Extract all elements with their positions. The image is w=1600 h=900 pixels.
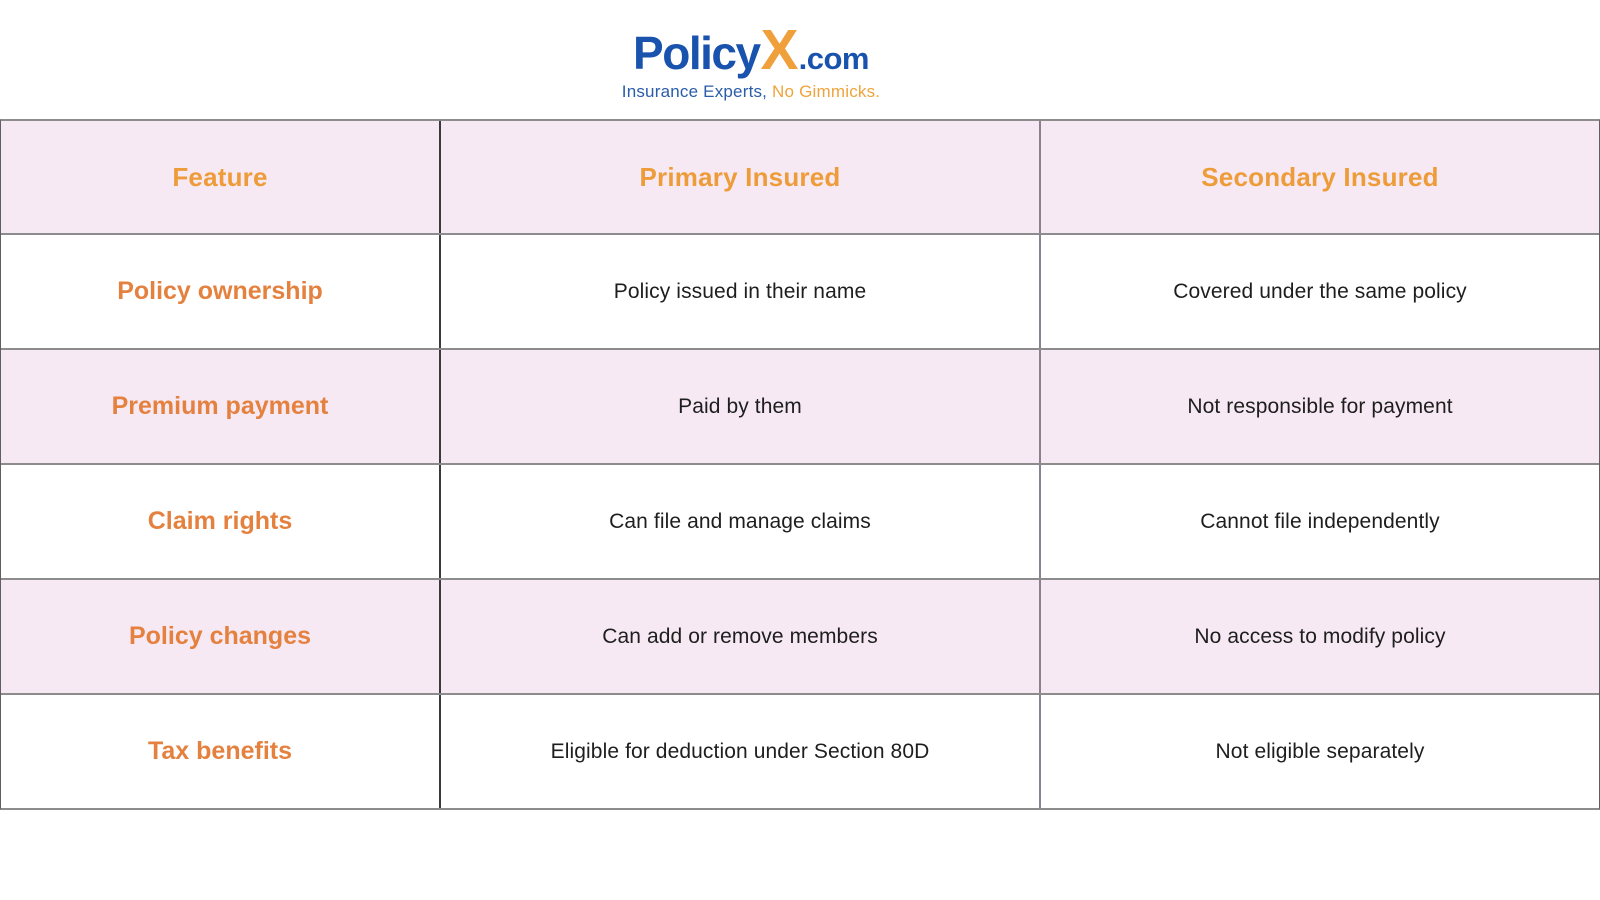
feature-cell: Claim rights: [147, 507, 293, 535]
logo-wordmark: [622, 18, 880, 82]
policyx-logo: [621, 18, 881, 102]
primary-value-cell: Paid by them: [439, 350, 1039, 463]
feature-cell: Policy changes: [128, 622, 312, 650]
comparison-table: [0, 119, 1600, 810]
header-cell-primary-insured: Primary Insured: [439, 121, 1039, 233]
secondary-value-cell: Not responsible for payment: [1039, 350, 1599, 463]
logo-policy-text: Policy: [633, 27, 760, 79]
logo-tagline: [622, 82, 880, 102]
tagline-no-gimmicks: No Gimmicks.: [767, 82, 881, 101]
secondary-value-cell: Covered under the same policy: [1039, 235, 1599, 348]
feature-cell: Premium payment: [111, 392, 329, 420]
primary-value-cell: Can file and manage claims: [439, 465, 1039, 578]
header-cell-feature: Feature: [172, 161, 268, 192]
table-row-tax-benefits: [1, 693, 1599, 808]
primary-value-cell: Policy issued in their name: [439, 235, 1039, 348]
table-row-policy-changes: [1, 578, 1599, 693]
secondary-value-cell: Cannot file independently: [1039, 465, 1599, 578]
table-row-claim-rights: [1, 463, 1599, 578]
feature-cell: Policy ownership: [117, 277, 323, 305]
primary-value-cell: Eligible for deduction under Section 80D: [439, 695, 1039, 808]
secondary-value-cell: No access to modify policy: [1039, 580, 1599, 693]
table-row-premium-payment: [1, 348, 1599, 463]
primary-value-cell: Can add or remove members: [439, 580, 1039, 693]
feature-cell: Tax benefits: [147, 737, 293, 765]
table-row-policy-ownership: [1, 233, 1599, 348]
logo-com-text: .com: [798, 41, 869, 76]
header-cell-secondary-insured: Secondary Insured: [1039, 121, 1599, 233]
tagline-insurance-experts: Insurance Experts,: [621, 82, 768, 101]
logo-x-text: X: [760, 18, 797, 82]
secondary-value-cell: Not eligible separately: [1039, 695, 1599, 808]
table-header-row: [1, 121, 1599, 233]
